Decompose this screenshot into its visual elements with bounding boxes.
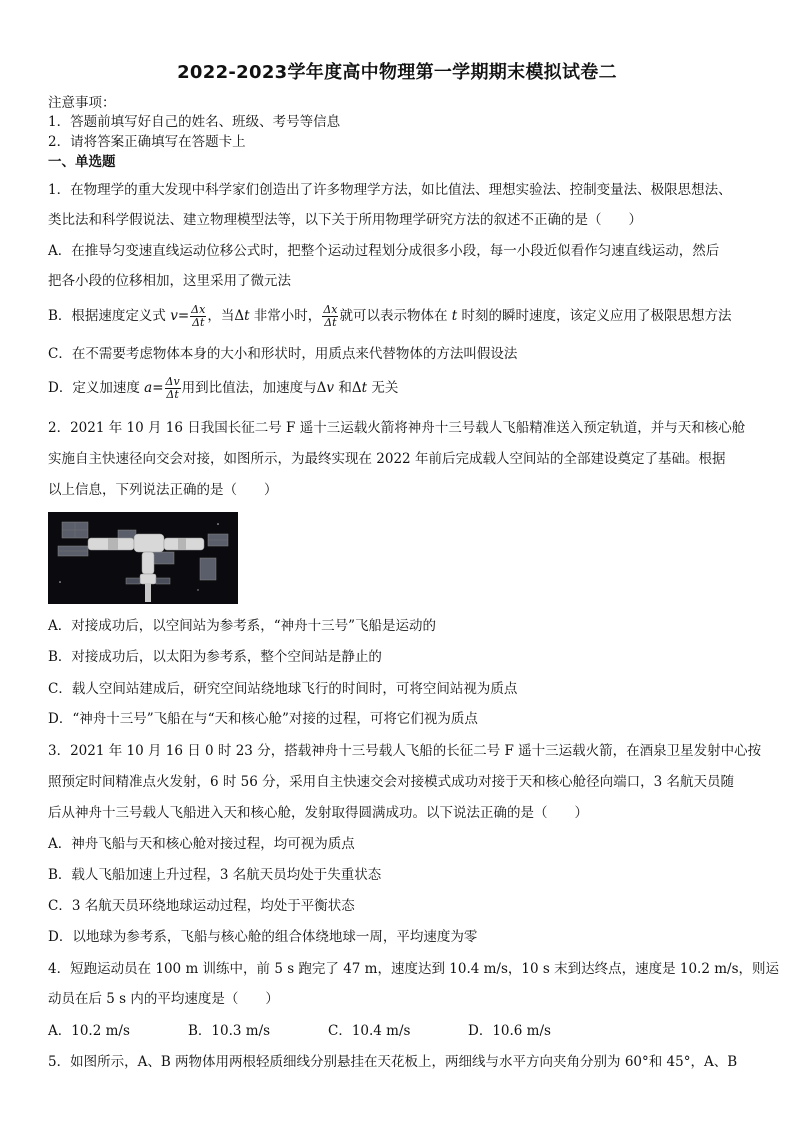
q1-stem-line1: 1．在物理学的重大发现中科学家们创造出了许多物理学方法，如比值法、理想实验法、控制变量法、极限思想法、 — [48, 182, 732, 198]
q2-stem-line1: 2．2021 年 10 月 16 日我国长征二号 F 遥十三运载火箭将神舟十三号载人飞船精准送入预定轨道，并与天和核心舱 — [48, 420, 746, 436]
section-heading: 一、单选题 — [48, 154, 116, 170]
q4-option-b: B．10.3 m/s — [188, 1023, 271, 1039]
q3-stem-line1: 3．2021 年 10 月 16 日 0 时 23 分，搭载神舟十三号载人飞船的长征二号 F 遥十三运载火箭，在酒泉卫星发射中心按 — [48, 743, 762, 759]
q2-stem-line3: 以上信息，下列说法正确的是（ ） — [48, 482, 278, 498]
q3-option-d: D．以地球为参考系，飞船与核心舱的组合体绕地球一周，平均速度为零 — [48, 929, 478, 945]
velocity-fraction-2: $\frac{\Delta x}{\Delta t}$ — [323, 303, 338, 329]
velocity-fraction: $\frac{\Delta x}{\Delta t}$ — [191, 303, 206, 329]
notice-item-1: 1．答题前填写好自己的姓名、班级、考号等信息 — [48, 114, 341, 130]
space-station-image — [48, 512, 238, 604]
q4-option-a: A．10.2 m/s — [48, 1023, 130, 1039]
q1-option-a-line2: 把各小段的位移相加，这里采用了微元法 — [48, 273, 291, 289]
q3-option-a: A．神舟飞船与天和核心舱对接过程，均可视为质点 — [48, 836, 355, 852]
acceleration-fraction: $\frac{\Delta v}{\Delta t}$ — [165, 375, 180, 401]
q4-stem-line1: 4．短跑运动员在 100 m 训练中，前 5 s 跑完了 47 m，速度达到 10.4 m/s，10 s 末到达终点，速度是 10.2 m/s，则运 — [48, 961, 780, 977]
q5-stem-line1: 5．如图所示，A、B 两物体用两根轻质细线分别悬挂在天花板上，两细线与水平方向夹角分别为 60°和 45°，A、B — [48, 1054, 738, 1070]
q1-option-b: B．根据速度定义式 v= $\frac{\Delta x}{\Delta t}$ ，当Δt 非常小时， $\frac{\Delta x}{\Delta t}$ 就可以表示物体在 t 时刻的瞬时速度，该定义应用了极限思想方法 — [48, 303, 732, 329]
notice-heading: 注意事项： — [48, 95, 116, 111]
q1-stem-line2: 类比法和科学假说法、建立物理模型法等，以下关于所用物理学研究方法的叙述不正确的是（ ） — [48, 212, 642, 228]
q3-stem-line3: 后从神舟十三号载人飞船进入天和核心舱，发射取得圆满成功。以下说法正确的是（ ） — [48, 805, 588, 821]
q2-stem-line2: 实施自主快速径向交会对接，如图所示，为最终实现在 2022 年前后完成载人空间站的全部建设奠定了基础。根据 — [48, 451, 726, 467]
q2-option-b: B．对接成功后，以太阳为参考系，整个空间站是静止的 — [48, 649, 382, 665]
q3-stem-line2: 照预定时间精准点火发射，6 时 56 分，采用自主快速交会对接模式成功对接于天和核心舱径向端口，3 名航天员随 — [48, 774, 735, 790]
q1-option-a-line1: A．在推导匀变速直线运动位移公式时，把整个运动过程划分成很多小段，每一小段近似看作匀速直线运动，然后 — [48, 243, 720, 259]
q1-option-d: D．定义加速度 a= $\frac{\Delta v}{\Delta t}$ 用到比值法，加速度与Δv 和Δt 无关 — [48, 375, 399, 401]
q3-option-b: B．载人飞船加速上升过程，3 名航天员均处于失重状态 — [48, 867, 382, 883]
q2-option-c: C．载人空间站建成后，研究空间站绕地球飞行的时间时，可将空间站视为质点 — [48, 681, 518, 697]
q4-stem-line2: 动员在后 5 s 内的平均速度是（ ） — [48, 991, 279, 1007]
q2-option-a: A．对接成功后，以空间站为参考系，“神舟十三号”飞船是运动的 — [48, 618, 437, 634]
q4-option-c: C．10.4 m/s — [328, 1023, 411, 1039]
q1-option-c: C．在不需要考虑物体本身的大小和形状时，用质点来代替物体的方法叫假设法 — [48, 346, 518, 362]
notice-item-2: 2．请将答案正确填写在答题卡上 — [48, 134, 246, 150]
q2-option-d: D．“神舟十三号”飞船在与“天和核心舱”对接的过程，可将它们视为质点 — [48, 711, 478, 727]
space-station-illustration — [48, 512, 238, 604]
page-title: 2022-2023学年度高中物理第一学期期末模拟试卷二 — [177, 62, 617, 83]
q4-option-d: D．10.6 m/s — [468, 1023, 551, 1039]
q4-options — [48, 1022, 760, 1040]
q3-option-c: C．3 名航天员环绕地球运动过程，均处于平衡状态 — [48, 898, 355, 914]
